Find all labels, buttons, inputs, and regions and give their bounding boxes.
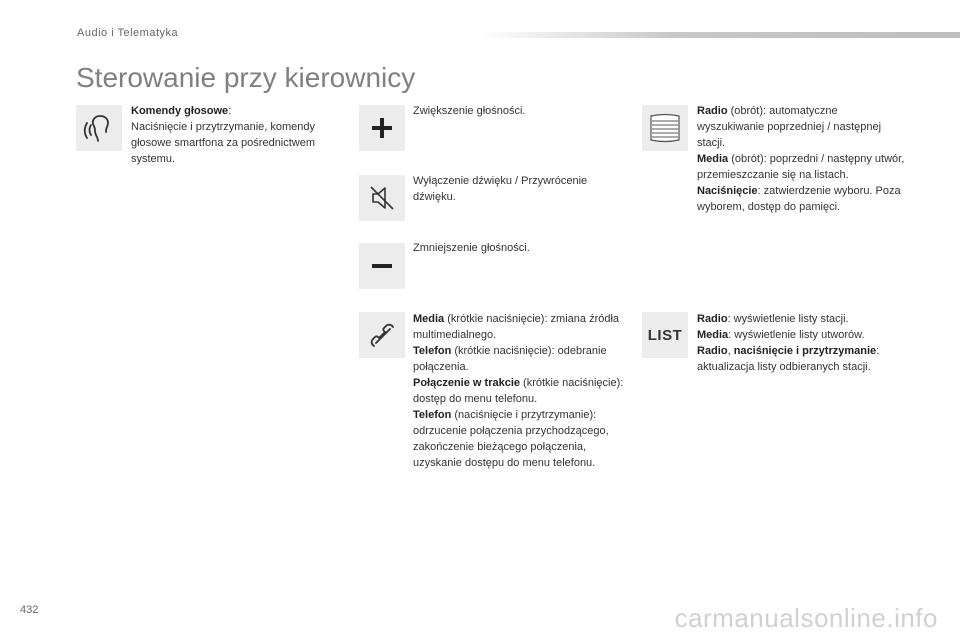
header-rule: [480, 32, 960, 38]
list-description: Radio: wyświetlenie listy stacji. Media: wyświetlenie listy utworów. Radio, naciśnięcie i przytrzymanie: aktualizacja listy odbieranych stacji.: [697, 313, 880, 373]
list-icon: [642, 312, 688, 358]
plus-icon: [359, 105, 405, 151]
minus-icon: [359, 243, 405, 289]
volume-up-description: Zwiększenie głośności.: [413, 105, 526, 117]
phone-icon: [359, 312, 405, 358]
thumbwheel-icon: [642, 105, 688, 151]
voice-command-icon: [76, 105, 122, 151]
mute-description: Wyłączenie dźwięku / Przywrócenie dźwięku.: [413, 175, 588, 203]
mute-icon: [359, 175, 405, 221]
watermark: carmanualsonline.info: [674, 603, 938, 633]
page-number: 432: [20, 604, 39, 616]
thumbwheel-description: Radio (obrót): automatyczne wyszukiwanie poprzedniej / następnej stacji. Media (obrót): poprzedni / następny utwór, przemieszczanie się na listach. Naciśnięcie: zatwierdzenie wyboru. Poza wyborem, dostęp do pamięci.: [697, 105, 905, 213]
list-icon-label: LIST: [647, 326, 683, 344]
section-label: Audio i Telematyka: [77, 27, 179, 39]
voice-command-description: Komendy głosowe: Naciśnięcie i przytrzymanie, komendy głosowe smartfona za pośrednictwem systemu.: [131, 105, 316, 165]
phone-description: Media (krótkie naciśnięcie): zmiana źródła multimedialnego. Telefon (krótkie naciśnięcie): odebranie połączenia. Połączenie w trakcie (krótkie naciśnięcie): dostęp do menu telefonu. Telefon (naciśnięcie i przytrzymanie): odrzucenie połączenia przychodzącego, zakończenie bieżącego połączenia, uzyskanie dostępu do menu telefonu.: [413, 313, 624, 469]
volume-down-description: Zmniejszenie głośności.: [413, 242, 530, 254]
page-title: Sterowanie przy kierownicy: [76, 62, 416, 93]
